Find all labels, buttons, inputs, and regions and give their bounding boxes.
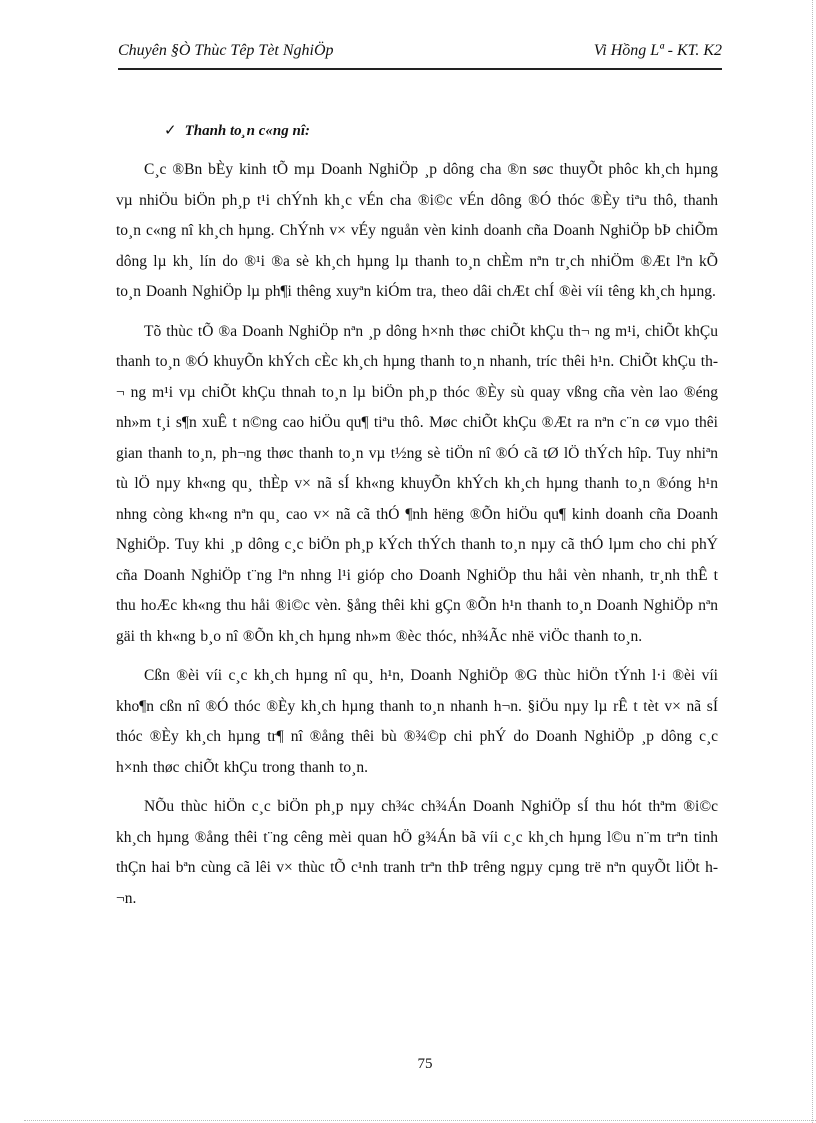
section-heading [164,121,310,140]
page-bottom-border [24,1120,816,1121]
paragraph-2: Tõ thùc tÕ ®a Doanh NghiÖp nªn ¸p dông h×nh thøc chiÕt khÇu th¬ ng m¹i, chiÕt khÇu thanh to¸n ®Ó khuyÕn khÝch cÈc kh¸ch hµng thanh to¸n nhanh, tríc thêi h¹n. ChiÕt khÇu th¬ ng m¹i vµ chiÕt khÇu thnah to¸n lµ biÖn ph¸p thóc ®Èy sù quay vßng cña vèn lao ®éng nh»m t¸i s¶n xuÊ t n©ng cao hiÖu qu¶ tiªu thô. Møc chiÕt khÇu ®Æt ra nªn c¨n cø vµo thêi gian thanh to¸n, ph¬ng thøc thanh to¸n vµ t½ng sè tiÖn nî ®Ó cã tØ lÖ thÝch hîp. Tuy nhiªn tù lÖ nµy kh«ng qu¸ thÈp v× nã sÍ kh«ng khuyÕn khÝch kh¸ch hµng thanh to¸n ®óng h¹n nhng còng kh«ng nªn qu¸ cao v× nã cã thÓ ¶nh hëng ®Õn hiÖu qu¶ kinh doanh cña Doanh NghiÖp. Tuy khi ¸p dông c¸c biÖn ph¸p kÝch thÝch thanh to¸n nµy cã thÓ lµm cho chi phÝ cña Doanh NghiÖp t¨ng lªn nhng l¹i gióp cho Doanh NghiÖp thu håi vèn nhanh, tr¸nh thÊ t thu hoÆc kh«ng thu håi ®i©c vèn. §ång thêi khi gÇn ®Õn h¹n thanh to¸n Doanh NghiÖp nªn gäi th kh«ng b¸o nî ®Õn kh¸ch hµng nh»m ®èc thóc, nh¾Ãc nhë viÖc thanh to¸n. [116,322,718,645]
body-text [116,155,718,923]
paragraph-4: NÕu thùc hiÖn c¸c biÖn ph¸p nµy ch¾c ch¾Án Doanh NghiÖp sÍ thu hót thªm ®i©c kh¸ch hµng ®ång thêi t¨ng cêng mèi quan hÖ g¾Án bã víi c¸c kh¸ch hµng l©u n¨m trªn tinh thÇn hai bªn cùng cã lêi v× thùc tÕ c¹nh tranh trªn thÞ trêng ngµy cµng trë nªn quyÕt liÖt h¬n. [116,798,718,907]
page-number: 75 [417,1056,433,1072]
paragraph-1: C¸c ®Bn bÈy kinh tÕ mµ Doanh NghiÖp ¸p dông cha ®n søc thuyÕt phôc kh¸ch hµng vµ nhiÖu biÖn ph¸p t¹i chÝnh kh¸c vÉn cha ®i©c vÉn dông ®Ó thóc ®Èy tiªu thô, thanh to¸n c«ng nî kh¸ch hµng. ChÝnh v× vÉy nguån vèn kinh doanh cña Doanh NghiÖp bÞ chiÕm dông lµ kh¸ lín do ®¹i ®a sè kh¸ch hµng lµ thanh to¸n chÈm nªn tr¸ch nhiÖm ®Æt lªn kÕ to¸n Doanh NghiÖp lµ ph¶i thêng xuyªn kiÓm tra, theo dâi chÆt chÍ ®èi víi têng kh¸ch hµng. [116,161,718,300]
header-author-class: Vi Hồng Lª - KT. K2 [593,42,722,59]
section-heading-text: Thanh to¸n c«ng nî: [184,123,311,139]
page-right-border [812,0,813,1123]
paragraph-3: Cßn ®èi víi c¸c kh¸ch hµng nî qu¸ h¹n, Doanh NghiÖp ®G thùc hiÖn tÝnh l·i ®èi víi kho¶n cßn nî ®Ó thóc ®Èy kh¸ch hµng thanh to¸n nhanh h¬n. §iÖu nµy lµ rÊ t tèt v× nã sÍ thóc ®Èy kh¸ch hµng tr¶ nî ®ång thêi bù ®¾©p chi phÝ do Doanh NghiÖp ¸p dông c¸c h×nh thøc chiÕt khÇu trong thanh to¸n. [116,667,718,776]
checkmark-icon: ✓ [164,123,177,139]
running-header [118,38,722,70]
header-document-title: Chuyên §Ò Thùc Têp Tèt NghiÖp [118,42,334,59]
